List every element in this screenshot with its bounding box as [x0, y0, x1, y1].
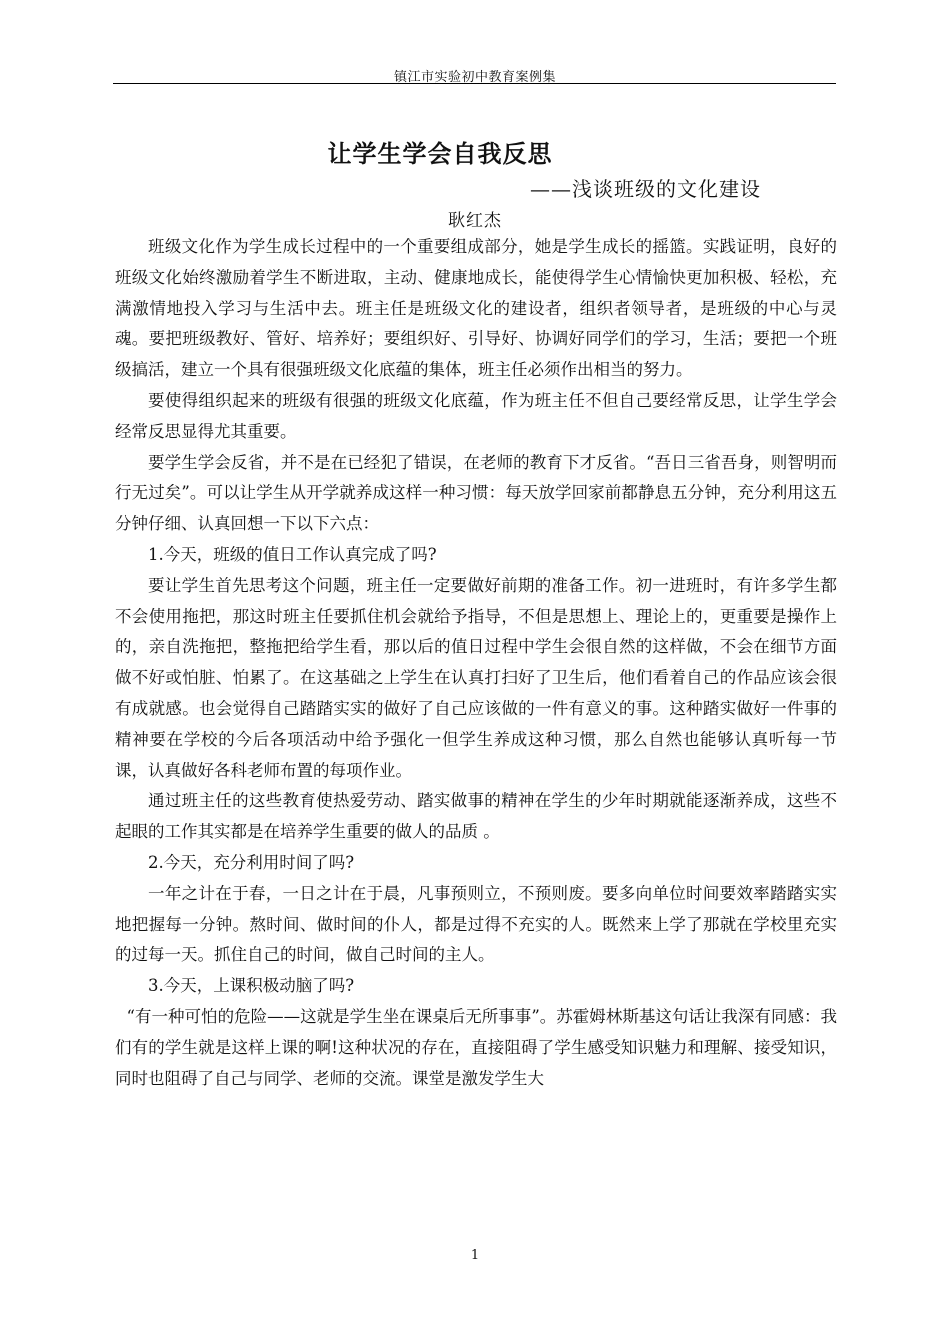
document-title: 让学生学会自我反思: [327, 139, 553, 168]
section-heading: 2.今天，充分利用时间了吗?: [148, 852, 355, 872]
document-subtitle: ——浅谈班级的文化建设: [530, 177, 761, 201]
paragraph: 要使得组织起来的班级有很强的班级文化底蕴，作为班主任不但自己要经常反思，让学生学会经常反思显得尤其重要。: [115, 390, 837, 441]
author-name: 耿红杰: [448, 211, 502, 231]
paragraph: 要学生学会反省，并不是在已经犯了错误，在老师的教育下才反省。“吾日三省吾身，则智明而行无过矣”。可以让学生从开学就养成这样一种习惯：每天放学回家前都静息五分钟，充分利用这五分钟仔细、认真回想一下以下六点：: [115, 452, 837, 534]
document-body: [115, 232, 837, 1094]
page-number: 1: [470, 1248, 480, 1263]
paragraph: 通过班主任的这些教育使热爱劳动、踏实做事的精神在学生的少年时期就能逐渐养成，这些不起眼的工作其实都是在培养学生重要的做人的品质 。: [115, 791, 837, 842]
paragraph: 一年之计在于春，一日之计在于晨，凡事预则立，不预则废。要多向单位时间要效率踏踏实实地把握每一分钟。熬时间、做时间的仆人，都是过得不充实的人。既然来上学了那就在学校里充实的过每一天。抓住自己的时间，做自己时间的主人。: [115, 883, 837, 965]
section-heading: 1.今天，班级的值日工作认真完成了吗?: [148, 544, 437, 564]
paragraph: 要让学生首先思考这个问题，班主任一定要做好前期的准备工作。初一进班时，有许多学生都不会使用拖把，那这时班主任要抓住机会就给予指导，不但是思想上、理论上的，更重要是操作上的，亲自洗拖把，整拖把给学生看，那以后的值日过程中学生会很自然的这样做，不会在细节方面做不好或怕脏、怕累了。在这基础之上学生在认真打扫好了卫生后，他们看着自己的作品应该会很有成就感。也会觉得自己踏踏实实的做好了自己应该做的一件有意义的事。这种踏实做好一件事的精神要在学校的今后各项活动中给予强化一但学生养成这种习惯，那么自然也能够认真听每一节课，认真做好各科老师布置的每项作业。: [115, 575, 837, 780]
paragraph: 班级文化作为学生成长过程中的一个重要组成部分，她是学生成长的摇篮。实践证明，良好的班级文化始终激励着学生不断进取，主动、健康地成长，能使得学生心情愉快更加积极、轻松，充满激情地投入学习与生活中去。班主任是班级文化的建设者，组织者领导者，是班级的中心与灵魂。要把班级教好、管好、培养好；要组织好、引导好、协调好同学们的学习，生活；要把一个班级搞活，建立一个具有很强班级文化底蕴的集体，班主任必须作出相当的努力。: [115, 237, 837, 380]
section-heading: 3.今天，上课积极动脑了吗?: [148, 976, 355, 996]
paragraph: “有一种可怕的危险——这就是学生坐在课桌后无所事事”。苏霍姆林斯基这句话让我深有同感：我们有的学生就是这样上课的啊!这种状况的存在，直接阻碍了学生感受知识魅力和理解、接受知识，同时也阻碍了自己与同学、老师的交流。课堂是激发学生大: [115, 1006, 837, 1088]
running-header: 镇江市实验初中教育案例集: [393, 70, 556, 85]
header-divider: [113, 83, 836, 84]
